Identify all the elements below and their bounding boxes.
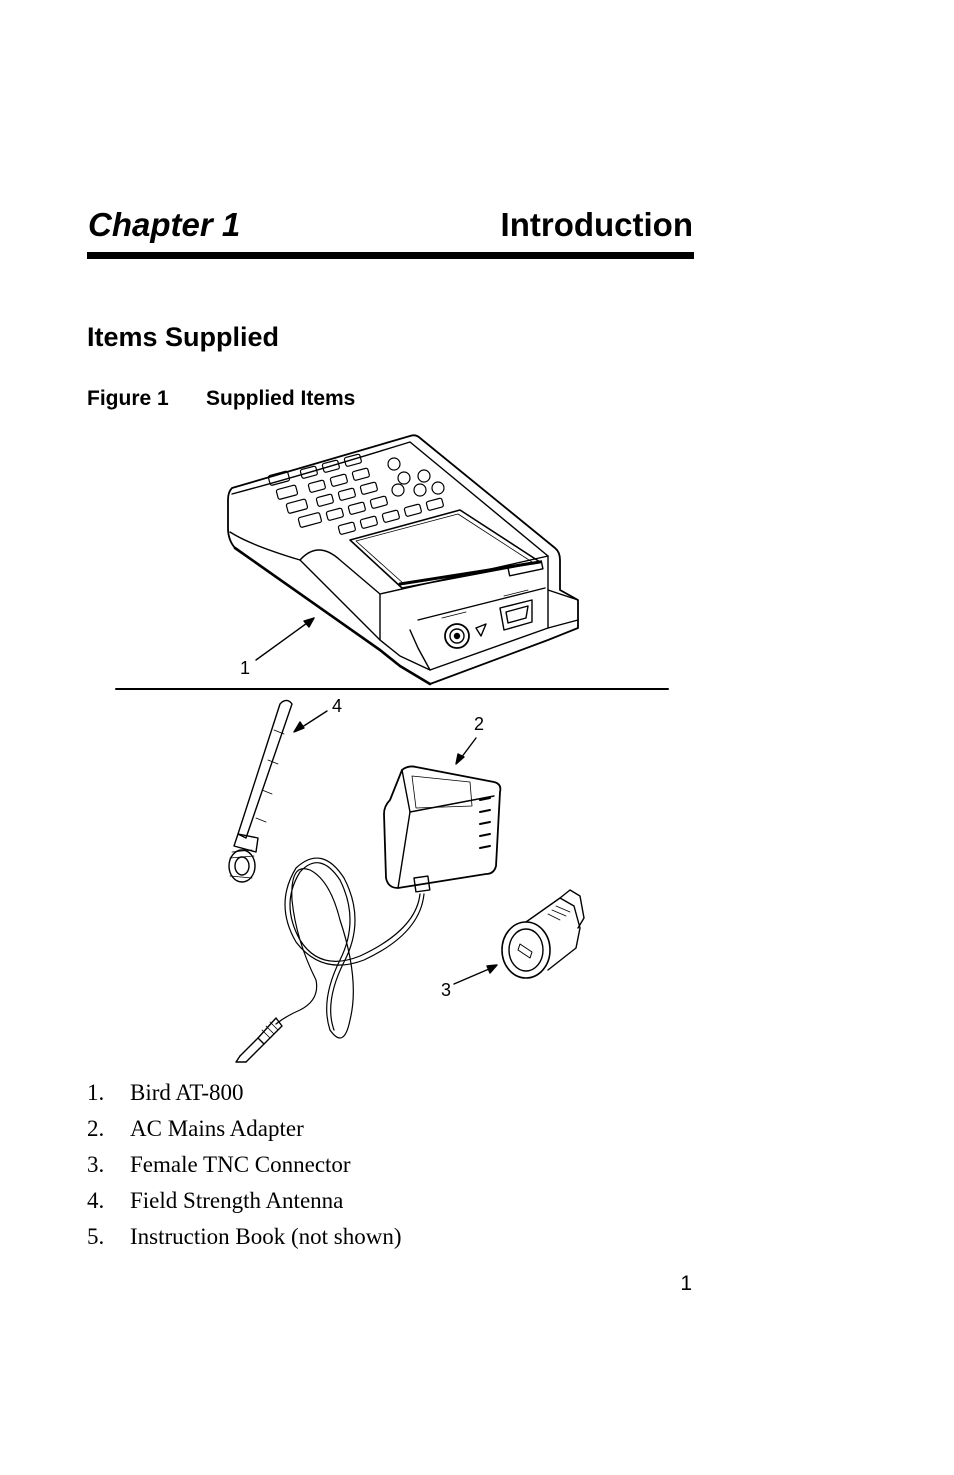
chapter-label: Chapter 1 bbox=[88, 206, 241, 243]
list-item: 2. AC Mains Adapter bbox=[87, 1116, 304, 1141]
page-number: 1 bbox=[680, 1272, 692, 1295]
callout-4: 4 bbox=[332, 696, 343, 716]
list-item: 5. Instruction Book (not shown) bbox=[87, 1224, 402, 1249]
callout-3: 3 bbox=[441, 980, 452, 1000]
ac-adapter-illustration bbox=[236, 766, 500, 1062]
antenna-illustration bbox=[229, 700, 292, 882]
supplied-items-list bbox=[87, 1076, 402, 1256]
callout-2: 2 bbox=[474, 714, 485, 734]
callout-1: 1 bbox=[240, 658, 251, 678]
list-item: 4. Field Strength Antenna bbox=[87, 1188, 344, 1213]
figure-caption-text: Supplied Items bbox=[206, 387, 356, 410]
chapter-title: Introduction bbox=[500, 206, 693, 243]
list-item: 3. Female TNC Connector bbox=[87, 1152, 351, 1177]
test-port-connector bbox=[442, 612, 486, 648]
figure-number: Figure 1 bbox=[87, 387, 169, 410]
section-heading: Items Supplied bbox=[87, 322, 280, 352]
keypad bbox=[268, 454, 444, 535]
list-item: 1. Bird AT-800 bbox=[87, 1080, 244, 1105]
at800-meter-illustration bbox=[228, 435, 578, 684]
tnc-connector-illustration bbox=[502, 890, 584, 978]
